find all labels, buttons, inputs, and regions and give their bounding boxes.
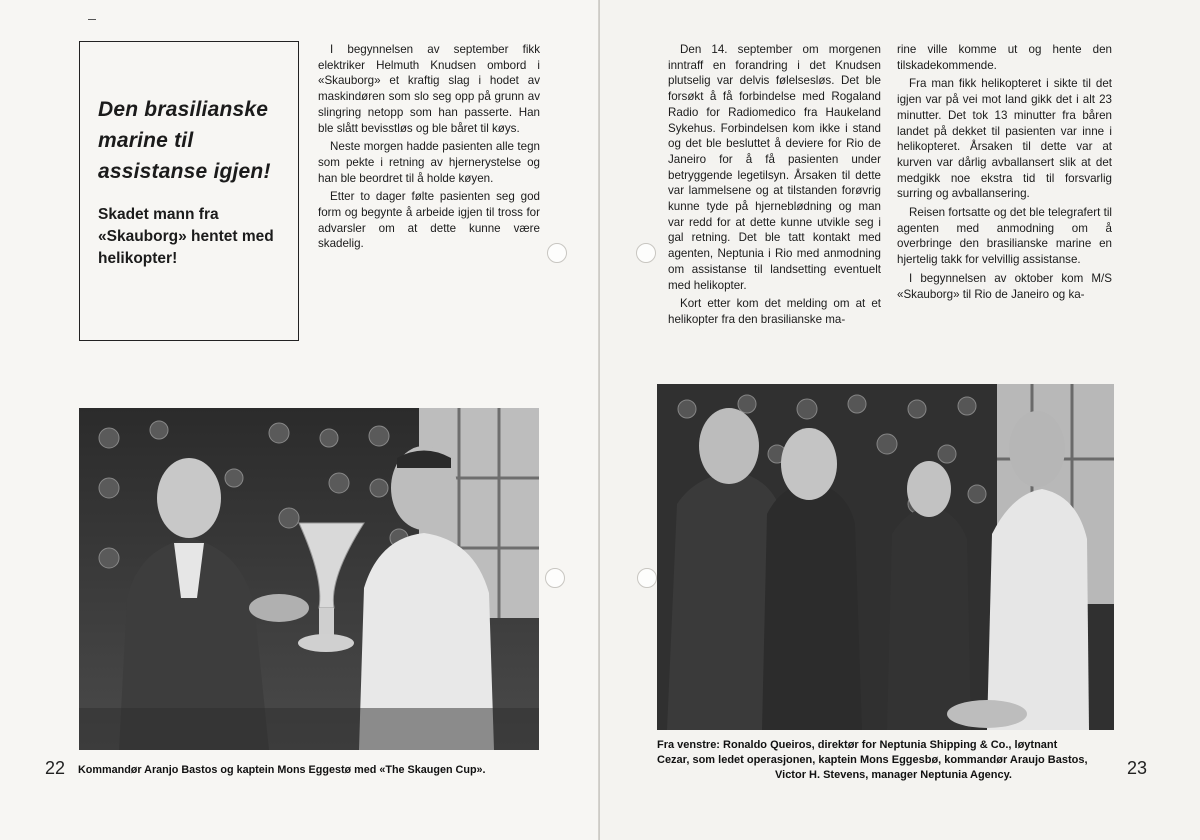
article-title: Den brasilianske marine til assistanse igjen!	[98, 98, 271, 183]
binder-hole	[636, 243, 656, 263]
caption-line: Cezar, som ledet operasjonen, kaptein Mons Eggesbø, kommandør Araujo Bastos,	[657, 754, 1088, 766]
binder-hole	[547, 243, 567, 263]
right-page	[600, 0, 1200, 840]
headline-box	[79, 41, 299, 341]
trophy-photo	[79, 408, 539, 750]
paragraph: Den 14. september om morgenen inntraff en forandring i det Knudsen plutselig var delvis følelsesløs. Det ble forsøkt å få forbindelse med Rogaland Radio for Radiomedico fra Haukeland Sykehus. Forbindelsen kom ikke i stand og det ble besluttet å deviere for Rio de Janeiro for å få pasienten under betryggende legetilsyn. Årsaken til dette var lammelsene og at tilstanden forøvrig kunne tyde på hjerneblødning og man var redd for at dette kunne utvikle seg i gal retning. Det ble tatt kontakt med agenten, Neptunia i Rio med anmodning om assistanse til landsetting eventuelt med helikopter.	[668, 43, 881, 292]
group-photo	[657, 384, 1114, 730]
photo-caption	[657, 738, 1127, 783]
right-text-column-1	[668, 42, 881, 331]
paragraph: Fra man fikk helikopteret i sikte til det igjen var på vei mot land gikk det i alt 23 minutter. Det tok 13 minutter fra båren landet på dekket til pasienten var inne i helikopteret. Årsaken til dette var at kurven var dårlig avballansert slik at det medgikk noe ekstra tid til forsvarlig surring og avballansering.	[897, 77, 1112, 201]
paragraph: Neste morgen hadde pasienten alle tegn som pekte i retning av hjernerystelse og han ble beordret til å holde køyen.	[318, 140, 540, 185]
caption-line: Fra venstre: Ronaldo Queiros, direktør for Neptunia Shipping & Co., løytnant	[657, 739, 1058, 751]
binder-hole	[637, 568, 657, 588]
page-number: 23	[1127, 758, 1148, 778]
right-text-column-2	[897, 42, 1112, 305]
page-number: 22	[45, 758, 66, 778]
article-subtitle: Skadet mann fra «Skauborg» hentet med helikopter!	[98, 206, 274, 267]
left-text-column	[318, 42, 540, 255]
paragraph: I begynnelsen av oktober kom M/S «Skauborg» til Rio de Janeiro og ka-	[897, 271, 1112, 301]
paragraph: rine ville komme ut og hente den tilskadekommende.	[897, 43, 1112, 72]
paragraph: I begynnelsen av september fikk elektriker Helmuth Knudsen ombord i «Skauborg» et kraftig slag i hodet av maskindøren som slo seg opp på grunn av slingring netopp som han passerte. Han ble slått bevisstløs og ble båret til køys.	[318, 43, 540, 135]
page-mark	[88, 19, 96, 20]
paragraph: Reisen fortsatte og det ble telegrafert til agenten med anmodning om å overbringe den brasilianske marine en hjertelig takk for velvillig assistanse.	[897, 206, 1112, 267]
caption-line: Victor H. Stevens, manager Neptunia Agency.	[775, 769, 1012, 781]
paragraph: Kort etter kom det melding om at et helikopter fra den brasilianske ma-	[668, 297, 881, 326]
photo-caption: Kommandør Aranjo Bastos og kaptein Mons Eggestø med «The Skaugen Cup».	[78, 764, 486, 776]
binder-hole	[545, 568, 565, 588]
paragraph: Etter to dager følte pasienten seg god form og begynte å arbeide igjen til tross for advarsler om at dette kunne være skadelig.	[318, 190, 540, 251]
